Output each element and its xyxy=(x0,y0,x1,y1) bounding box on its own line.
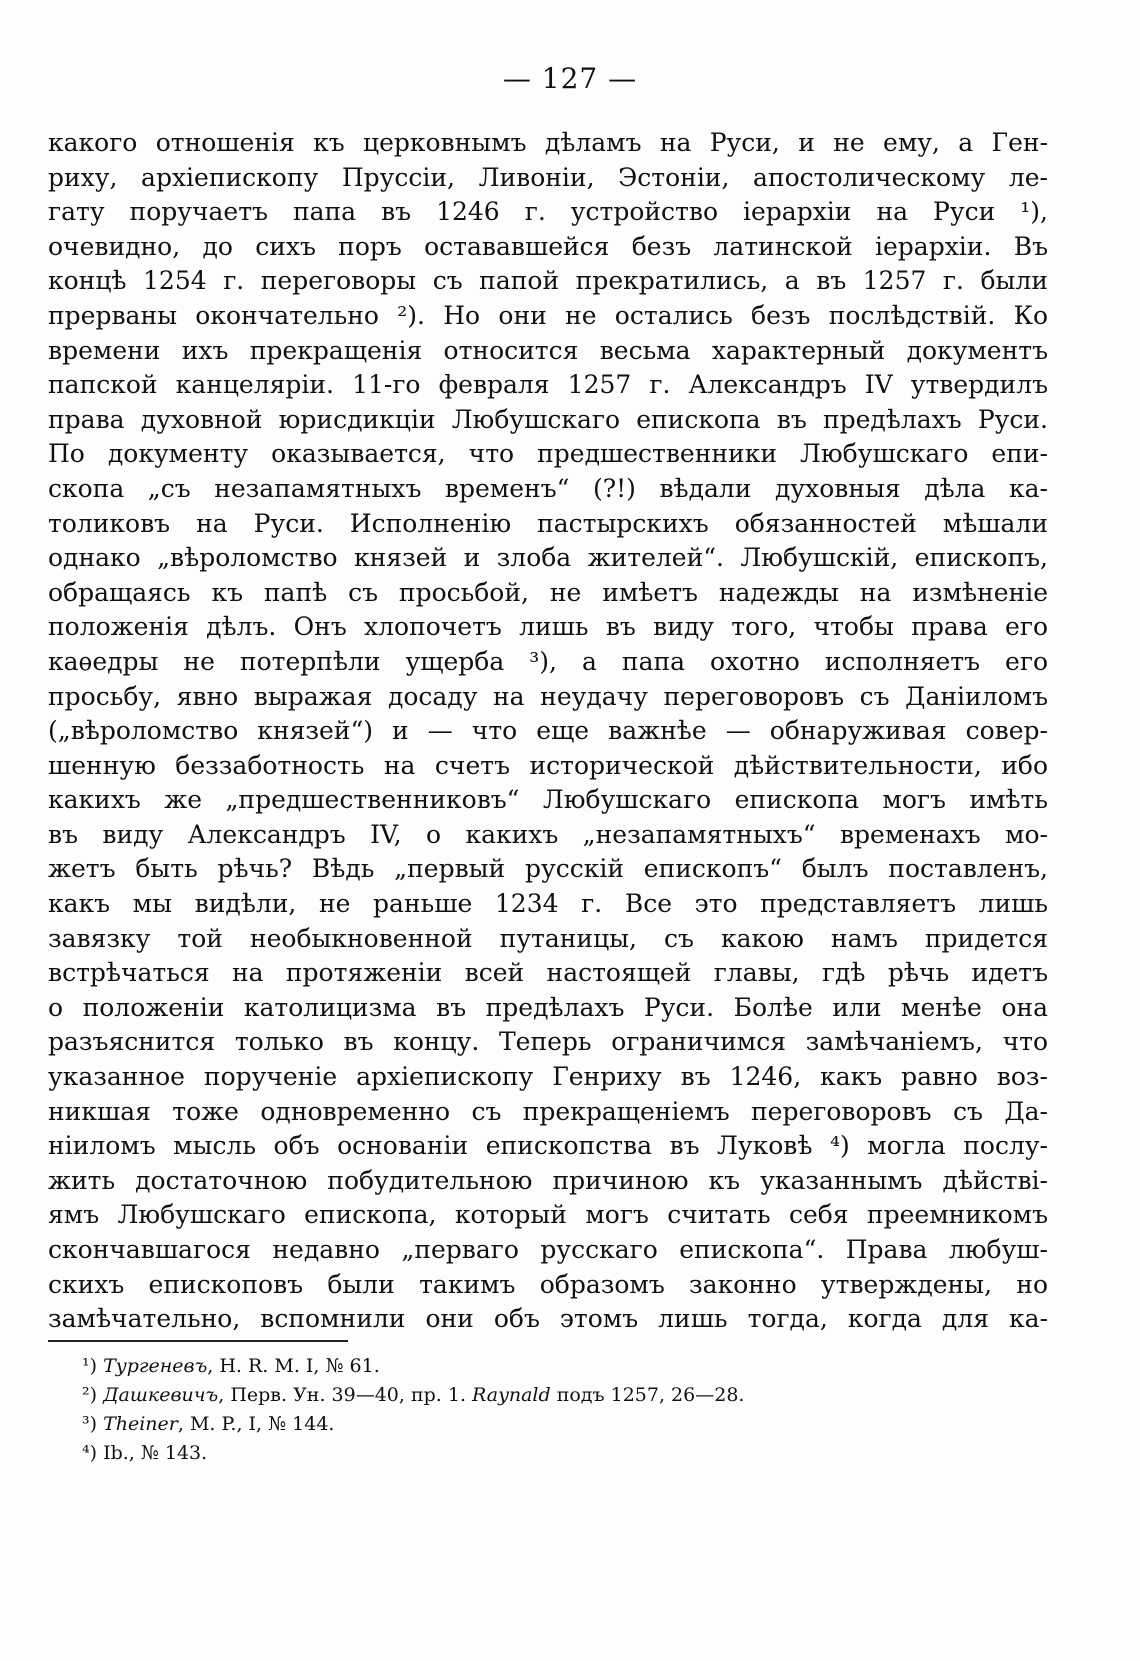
text-line: каѳедры не потерпѣли ущерба ³), а папа охотно исполняетъ его xyxy=(48,646,1048,676)
footnote-mark: ³) xyxy=(82,1413,98,1435)
text-line: жить достаточною побудительною причиною къ указаннымъ дѣйствi- xyxy=(48,1165,1048,1195)
text-line: скопа „съ незапамятныхъ временъ“ (?!) вѣдали духовныя дѣла ка- xyxy=(48,473,1048,503)
text-line: По документу оказывается, что предшественники Любушскаго епи- xyxy=(48,439,1048,469)
text-line: скихъ епископовъ были такимъ образомъ законно утверждены, но xyxy=(48,1269,1048,1299)
footnote-author: Raynald xyxy=(472,1384,551,1406)
text-line: обращаясь къ папѣ съ просьбой, не имѣетъ надежды на измѣненіе xyxy=(48,577,1048,607)
text-line: однако „вѣроломство князей и злоба жителей“. Любушскій, епископъ, xyxy=(48,543,1048,573)
footnote-mark: ¹) xyxy=(82,1355,98,1377)
footnote-divider xyxy=(48,1340,348,1342)
text-line: толиковъ на Руси. Исполненію пастырскихъ обязанностей мѣшали xyxy=(48,508,1048,538)
text-line: риху, архіепископу Пруссіи, Ливоніи, Эстоніи, апостолическому ле- xyxy=(48,162,1048,192)
text-line: никшая тоже одновременно съ прекращеніемъ переговоровъ съ Да- xyxy=(48,1096,1048,1126)
text-line: какого отношенія къ церковнымъ дѣламъ на Руси, и не ему, а Ген- xyxy=(48,128,1048,157)
footnote-author: Тургеневъ xyxy=(103,1355,208,1377)
text-line: жетъ быть рѣчь? Вѣдь „первый русскій епископъ“ былъ поставленъ, xyxy=(48,854,1048,884)
text-line: шенную беззаботность на счетъ исторической дѣйствительности, ибо xyxy=(48,750,1048,780)
footnote-text: , M. P., I, № 144. xyxy=(177,1413,335,1435)
text-line: замѣчательно, вспомнили они объ этомъ лишь тогда, когда для ка- xyxy=(48,1304,1048,1334)
text-line: положенія дѣлъ. Онъ хлопочетъ лишь въ виду того, чтобы права его xyxy=(48,612,1048,642)
text-line: о положеніи католицизма въ предѣлахъ Руси. Болѣе или менѣе она xyxy=(48,992,1048,1022)
footnote-text: Ib., № 143. xyxy=(103,1442,208,1464)
text-line: папской канцеляріи. 11-го февраля 1257 г. Александръ IV утвердилъ xyxy=(48,370,1048,400)
text-line: скончавшагося недавно „перваго русскаго епископа“. Права любуш- xyxy=(48,1235,1048,1264)
text-line: какъ мы видѣли, не раньше 1234 г. Все это представляетъ лишь xyxy=(48,889,1048,919)
footnote-mark: ²) xyxy=(82,1384,98,1406)
text-line: въ виду Александръ IV, о какихъ „незапамятныхъ“ временахъ мо- xyxy=(48,819,1048,849)
text-line: времени ихъ прекращенія относится весьма характерный документъ xyxy=(48,335,1048,365)
text-line: („вѣроломство князей“) и — что еще важнѣе — обнаруживая совер- xyxy=(48,716,1048,746)
footnote-text: подъ 1257, 26—28. xyxy=(550,1384,745,1406)
text-line: концѣ 1254 г. переговоры съ папой прекратились, а въ 1257 г. были xyxy=(48,266,1048,296)
text-line: гату поручаетъ папа въ 1246 г. устройство іерархіи на Руси ¹), xyxy=(48,197,1048,227)
text-line: прерваны окончательно ²). Но они не остались безъ послѣдствій. Ко xyxy=(48,300,1048,330)
text-line: просьбу, явно выражая досаду на неудачу переговоровъ съ Даніиломъ xyxy=(48,681,1048,711)
main-text xyxy=(48,126,1048,1337)
text-line: права духовной юрисдикціи Любушскаго епископа въ предѣлахъ Руси. xyxy=(48,404,1048,434)
footnote-author: Theiner xyxy=(103,1413,178,1435)
text-line: ямъ Любушскаго епископа, который могъ считать себя преемникомъ xyxy=(48,1200,1048,1230)
footnote-author: Дашкевичъ xyxy=(103,1384,219,1406)
footnote-mark: ⁴) xyxy=(82,1442,98,1464)
footnotes xyxy=(82,1352,982,1468)
text-line: завязку той необыкновенной путаницы, съ какою намъ придется xyxy=(48,923,1048,953)
text-line: указанное порученіе архіепископу Генриху въ 1246, какъ равно воз- xyxy=(48,1062,1048,1092)
footnote xyxy=(82,1352,982,1381)
text-line: какихъ же „предшественниковъ“ Любушскаго епископа могъ имѣть xyxy=(48,785,1048,815)
text-line: встрѣчаться на протяженіи всей настоящей главы, гдѣ рѣчь идетъ xyxy=(48,958,1048,988)
page-number: — 127 — xyxy=(502,62,638,95)
text-line: ніиломъ мысль объ основаніи епископства въ Луковѣ ⁴) могла послу- xyxy=(48,1131,1048,1161)
footnote xyxy=(82,1381,982,1410)
text-line: разъяснится только въ концу. Теперь ограничимся замѣчаніемъ, что xyxy=(48,1027,1048,1057)
footnote-text: , H. R. M. I, № 61. xyxy=(207,1355,380,1377)
footnote xyxy=(82,1439,982,1468)
footnote xyxy=(82,1410,982,1439)
footnote-text: , Перв. Ун. 39—40, пр. 1. xyxy=(218,1384,473,1406)
text-line: очевидно, до сихъ поръ остававшейся безъ латинской іерархіи. Въ xyxy=(48,231,1048,261)
